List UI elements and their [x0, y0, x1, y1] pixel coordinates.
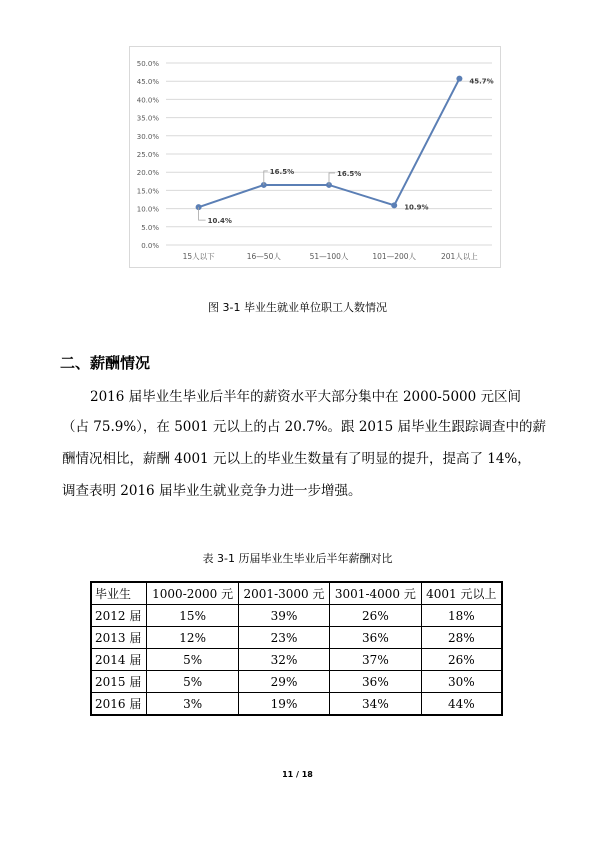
section-heading: 二、薪酬情况: [60, 354, 151, 372]
y-tick-label: 15.0%: [136, 187, 159, 196]
table-cell: 2012 届: [91, 605, 147, 627]
table-cell: 44%: [421, 693, 502, 716]
table-caption: 表 3-1 历届毕业生毕业后半年薪酬对比: [202, 552, 393, 565]
header-cell: 4001 元以上: [421, 582, 502, 605]
table-cell: 18%: [421, 605, 502, 627]
header-cell: 毕业生: [91, 582, 147, 605]
y-tick-label: 50.0%: [136, 60, 159, 68]
table-cell: 36%: [330, 627, 421, 649]
table-cell: 36%: [330, 671, 421, 693]
x-tick-label: 51—100人: [309, 252, 349, 261]
table-row: [91, 627, 502, 649]
salary-table: [90, 581, 503, 716]
table-row: [91, 693, 502, 716]
header-cell: 3001-4000 元: [330, 582, 421, 605]
table-cell: 19%: [238, 693, 329, 716]
table-cell: 29%: [238, 671, 329, 693]
paragraph-line: （占 75.9%），在 5001 元以上的占 20.7%。跟 2015 届毕业生跟踪调查中的薪: [62, 419, 546, 435]
data-point: [456, 76, 462, 82]
paragraph-line: 酬情况相比，薪酬 4001 元以上的毕业生数量有了明显的提升，提高了 14%，: [62, 451, 531, 467]
header-cell: 2001-3000 元: [238, 582, 329, 605]
y-tick-label: 5.0%: [141, 223, 159, 232]
y-tick-label: 45.0%: [136, 78, 159, 87]
data-label: 45.7%: [469, 77, 494, 86]
table-cell: 3%: [147, 693, 238, 716]
table-cell: 23%: [238, 627, 329, 649]
paragraph-line: 调查表明 2016 届毕业生就业竞争力进一步增强。: [62, 483, 362, 499]
y-tick-label: 35.0%: [136, 114, 159, 123]
table-cell: 28%: [421, 627, 502, 649]
table-cell: 2015 届: [91, 671, 147, 693]
paragraph-line: 2016 届毕业生毕业后半年的薪资水平大部分集中在 2000-5000 元区间: [90, 389, 522, 405]
table-cell: 34%: [330, 693, 421, 716]
table-cell: 5%: [147, 649, 238, 671]
table-cell: 32%: [238, 649, 329, 671]
table-cell: 5%: [147, 671, 238, 693]
table-cell: 2014 届: [91, 649, 147, 671]
x-tick-label: 15人以下: [182, 252, 215, 261]
data-label: 16.5%: [337, 169, 362, 178]
table-cell: 12%: [147, 627, 238, 649]
header-cell: 1000-2000 元: [147, 582, 238, 605]
y-tick-label: 20.0%: [136, 169, 159, 178]
chart-svg: [130, 47, 502, 269]
y-tick-label: 30.0%: [136, 132, 159, 141]
table-row: [91, 671, 502, 693]
x-tick-label: 201人以上: [440, 252, 478, 261]
table-cell: 37%: [330, 649, 421, 671]
y-tick-label: 10.0%: [136, 205, 159, 214]
y-tick-label: 40.0%: [136, 96, 159, 105]
table-cell: 26%: [330, 605, 421, 627]
table-cell: 2016 届: [91, 693, 147, 716]
x-tick-label: 16—50人: [246, 252, 281, 261]
table-row: [91, 605, 502, 627]
table-cell: 30%: [421, 671, 502, 693]
figure-caption: 图 3-1 毕业生就业单位职工人数情况: [208, 301, 387, 314]
data-label: 10.4%: [207, 217, 232, 226]
table-cell: 2013 届: [91, 627, 147, 649]
x-tick-label: 101—200人: [372, 252, 417, 261]
table-header-row: [91, 582, 502, 605]
line-chart: [129, 46, 501, 268]
y-tick-label: 0.0%: [141, 242, 159, 250]
table-row: [91, 649, 502, 671]
y-tick-label: 25.0%: [136, 151, 159, 159]
table-cell: 39%: [238, 605, 329, 627]
table-cell: 15%: [147, 605, 238, 627]
page-number: 11 / 18: [282, 770, 313, 779]
data-label: 16.5%: [269, 167, 295, 176]
data-point: [391, 202, 397, 208]
data-label: 10.9%: [404, 203, 429, 212]
table-cell: 26%: [421, 649, 502, 671]
